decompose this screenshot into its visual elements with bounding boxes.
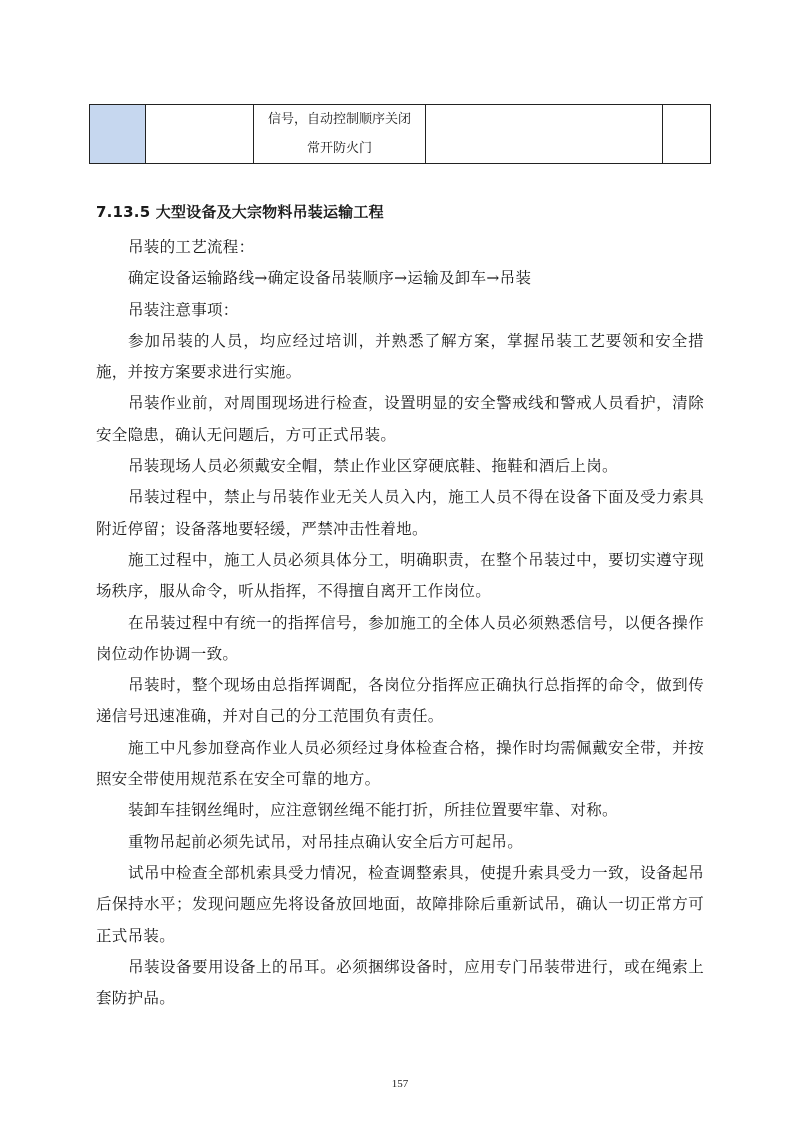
paragraph-training: 参加吊装的人员，均应经过培训，并熟悉了解方案，掌握吊装工艺要领和安全措施，并按方案要求进行实施。: [96, 331, 704, 382]
paragraph-helmet: 吊装现场人员必须戴安全帽，禁止作业区穿硬底鞋、拖鞋和酒后上岗。: [128, 457, 618, 476]
paragraph-lifting-lugs: 吊装设备要用设备上的吊耳。必须捆绑设备时，应用专门吊装带进行，或在绳索上套防护品。: [96, 957, 704, 1008]
paragraph-process-title: 吊装的工艺流程：: [128, 238, 255, 256]
paragraph-commander: 吊装时，整个现场由总指挥调配，各岗位分指挥应正确执行总指挥的命令，做到传递信号迅速准确，并对自己的分工范围负有责任。: [96, 676, 704, 726]
section-heading: 7.13.5 大型设备及大宗物料吊装运输工程: [96, 203, 384, 221]
paragraph-notes-title: 吊装注意事项：: [128, 300, 239, 319]
paragraph-division-of-work: 施工过程中，施工人员必须具体分工，明确职责，在整个吊装过中，要切实遵守现场秩序，服从命令，听从指挥，不得擅自离开工作岗位。: [96, 550, 704, 601]
paragraph-process-flow: 确定设备运输路线→确定设备吊装顺序→运输及卸车→吊装: [128, 269, 532, 288]
table-cell-line-1: 信号，自动控制顺序关闭: [267, 112, 411, 127]
table-cell-line-2: 常开防火门: [306, 141, 372, 156]
table-row: [90, 105, 711, 164]
table-cell-shaded: [90, 105, 146, 164]
page-number: 157: [391, 1078, 409, 1090]
paragraph-signals: 在吊装过程中有统一的指挥信号，参加施工的全体人员必须熟悉信号，以便各操作岗位动作协调一致。: [96, 613, 704, 663]
paragraph-site-check: 吊装作业前，对周围现场进行检查，设置明显的安全警戒线和警戒人员看护，清除安全隐患，确认无问题后，方可正式吊装。: [96, 394, 704, 444]
paragraph-wire-rope: 装卸车挂钢丝绳时，应注意钢丝绳不能打折，所挂位置要牢靠、对称。: [128, 801, 618, 820]
section-body: [96, 232, 704, 1014]
paragraph-trial-lift: 重物吊起前必须先试吊，对吊挂点确认安全后方可起吊。: [128, 832, 524, 851]
paragraph-height-work: 施工中凡参加登高作业人员必须经过身体检查合格，操作时均需佩戴安全带，并按照安全带使用规范系在安全可靠的地方。: [96, 738, 704, 789]
paragraph-trial-inspection: 试吊中检查全部机索具受力情况，检查调整索具，使提升索具受力一致，设备起吊后保持水平；发现问题应先将设备放回地面，故障排除后重新试吊，确认一切正常方可正式吊装。: [96, 863, 704, 945]
table-cell-empty: [663, 105, 711, 164]
table-cell-empty: [146, 105, 254, 164]
table-cell-empty: [426, 105, 663, 164]
paragraph-no-entry: 吊装过程中，禁止与吊装作业无关人员入内，施工人员不得在设备下面及受力索具附近停留；设备落地要轻缓，严禁冲击性着地。: [96, 488, 704, 538]
table-cell-content: [254, 105, 426, 164]
table-fragment: [89, 104, 711, 164]
